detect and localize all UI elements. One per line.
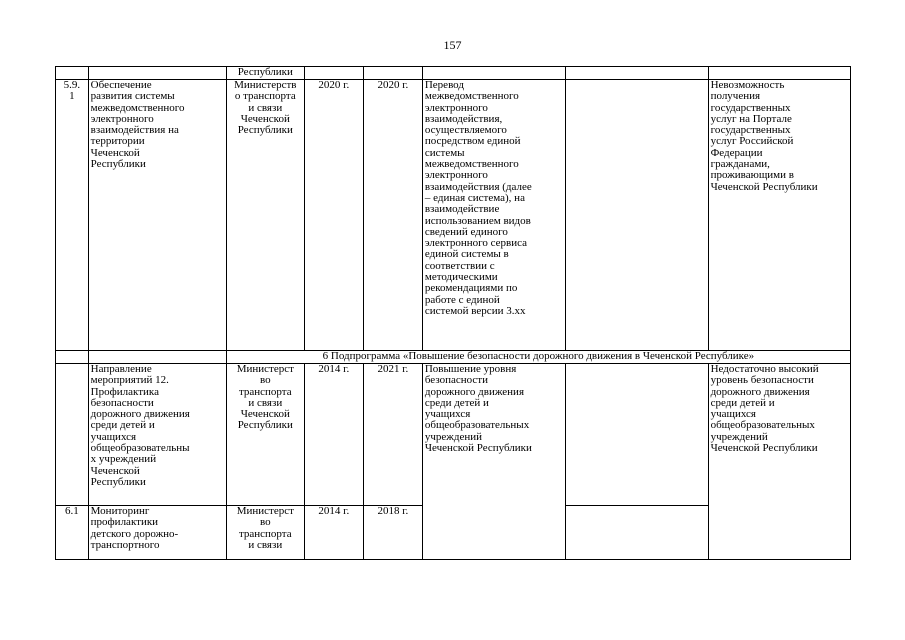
cell-name: Обеспечение развития системы межведомственного электронного взаимодействия на территории Чеченской Республики <box>88 80 226 351</box>
cell-num: 5.9. 1 <box>56 80 89 351</box>
cell-risk: Недостаточно высокий уровень безопасности дорожного движения среди детей и учащихся общеобразовательных учреждений Чеченской Республики <box>708 364 850 560</box>
cell-end: 2020 г. <box>363 80 422 351</box>
program-table <box>55 66 851 560</box>
cell-num: 6.1 <box>56 506 89 560</box>
cell-name: Мониторинг профилактики детского дорожно- транспортного <box>88 506 226 560</box>
subprogram-title: 6 Подпрограмма «Повышение безопасности дорожного движения в Чеченской Республике» <box>226 351 850 364</box>
cell-result: Повышение уровня безопасности дорожного движения среди детей и учащихся общеобразовательных учреждений Чеченской Республики <box>422 364 565 560</box>
cell-num <box>56 364 89 506</box>
cell-org: Республики <box>226 67 304 80</box>
page-number: 157 <box>443 38 462 52</box>
cell-result: Перевод межведомственного электронного взаимодействия, осуществляемого посредством единой системы межведомственного электронного взаимодействия (далее – единая система), на взаимодействие использованием видов сведений единого электронного сервиса единой системы в соответствии с методическими рекомендациями по работе с единой системой версии 3.хх <box>422 80 565 351</box>
table-row-continuation <box>56 67 851 80</box>
cell-end: 2018 г. <box>363 506 422 560</box>
cell-org: Министерст во транспорта и связи Чеченской Республики <box>226 364 304 506</box>
cell-result <box>422 67 565 80</box>
cell-end <box>363 67 422 80</box>
table-row-5-9-1 <box>56 80 851 351</box>
cell-blank <box>566 80 708 351</box>
cell-end: 2021 г. <box>363 364 422 506</box>
cell-blank <box>566 67 708 80</box>
cell-start: 2014 г. <box>304 364 363 506</box>
cell-blank <box>566 364 708 506</box>
cell-org: Министерств о транспорта и связи Чеченской Республики <box>226 80 304 351</box>
table-row-direction-12 <box>56 364 851 506</box>
cell-num <box>56 351 89 364</box>
cell-name <box>88 351 226 364</box>
cell-start: 2020 г. <box>304 80 363 351</box>
cell-start: 2014 г. <box>304 506 363 560</box>
cell-blank <box>566 506 708 560</box>
cell-name: Направление мероприятий 12. Профилактика безопасности дорожного движения среди детей и учащихся общеобразовательны х учреждений Чеченской Республики <box>88 364 226 506</box>
cell-num <box>56 67 89 80</box>
cell-org: Министерст во транспорта и связи <box>226 506 304 560</box>
cell-risk: Невозможность получения государственных услуг на Портале государственных услуг Российской Федерации гражданами, проживающими в Чеченской Республики <box>708 80 850 351</box>
cell-risk <box>708 67 850 80</box>
cell-name <box>88 67 226 80</box>
cell-start <box>304 67 363 80</box>
table-row-subprogram <box>56 351 851 364</box>
